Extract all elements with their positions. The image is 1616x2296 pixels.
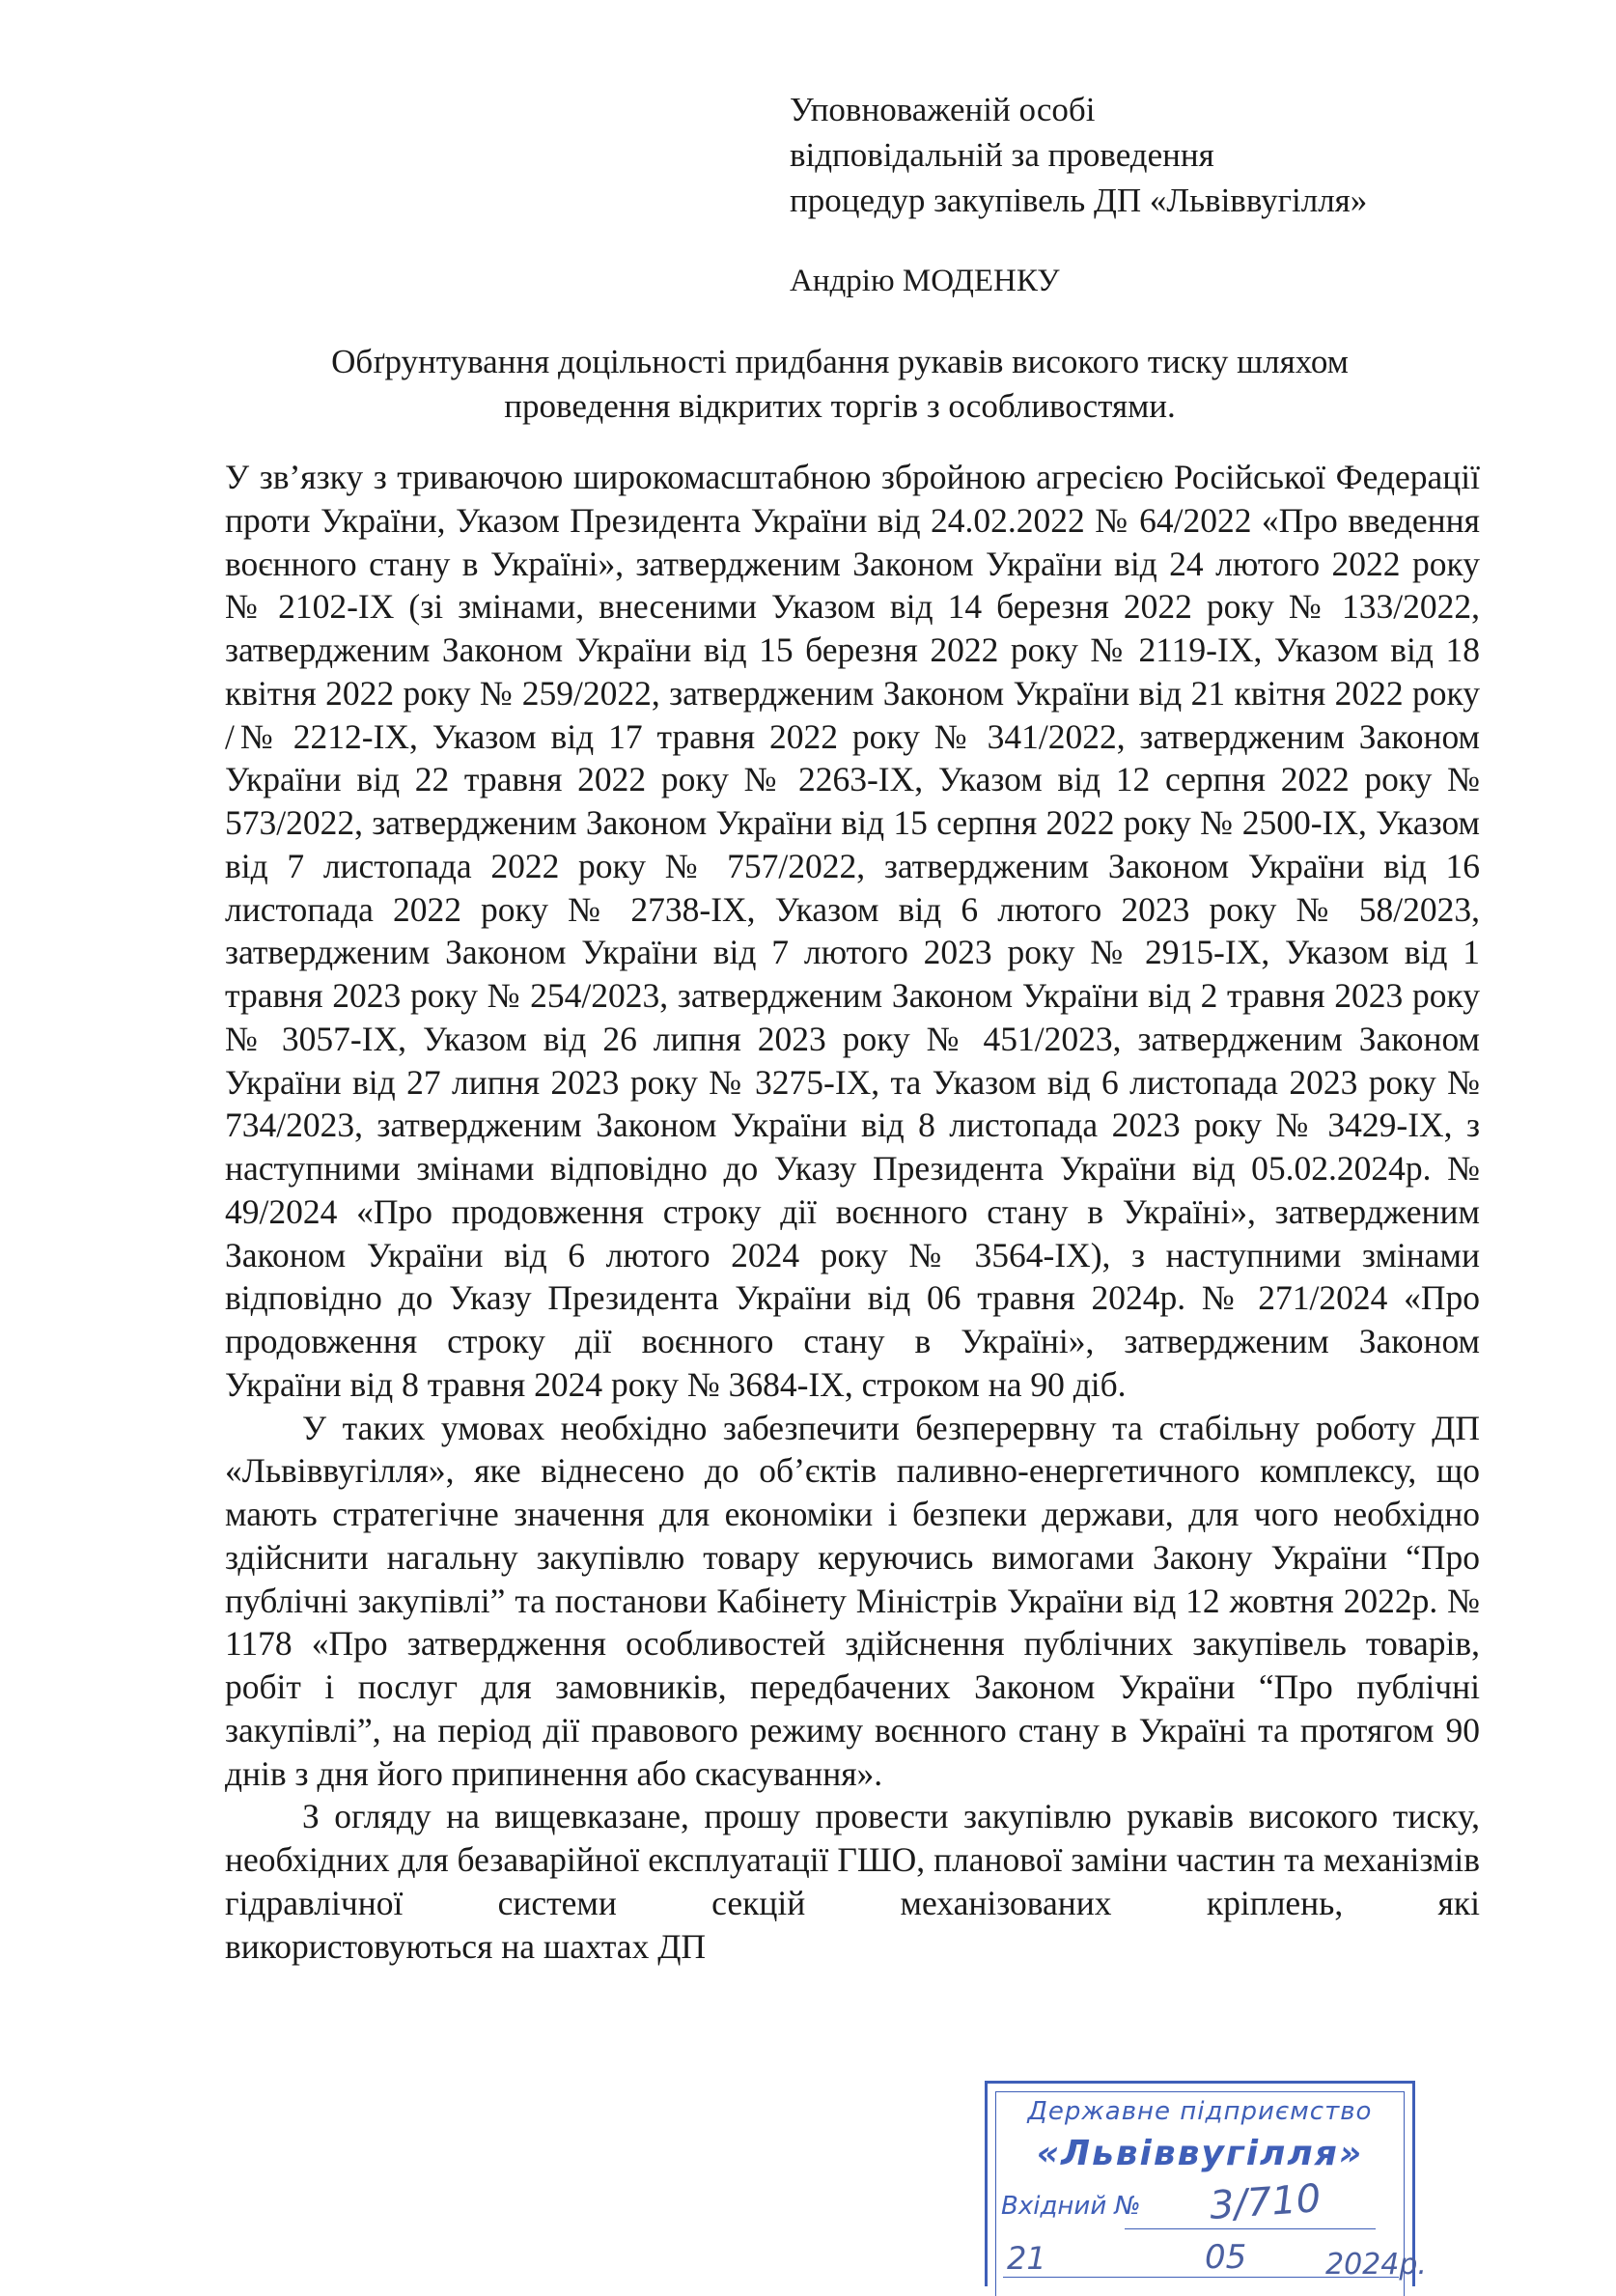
stamp-incoming-label: Вхідний № (1001, 2192, 1141, 2221)
document-body (225, 456, 1480, 1968)
addressee-line-2: відповідальній за проведення (790, 136, 1214, 174)
stamp-year-suffix: р. (1399, 2248, 1427, 2282)
stamp-date-month: 05 (1205, 2238, 1247, 2277)
paragraph-3-last-line: використовуються на шахтах ДП (225, 1926, 707, 1966)
paragraph-2 (225, 1407, 1480, 1796)
stamp-year-value: 2024 (1325, 2248, 1400, 2282)
paragraph-3 (225, 1795, 1480, 1968)
document-title (212, 340, 1467, 429)
incoming-registration-stamp (985, 2081, 1427, 2286)
stamp-company-name: «Львіввугілля» (1036, 2134, 1364, 2173)
title-line-1: Обґрунтування доцільності придбання рукавів високого тиску шляхом (331, 343, 1349, 380)
paragraph-1-text: У зв’язку з триваючою широкомасштабною збройною агресією Російської Федерації проти України, Указом Президента України від 24.02.2022 № 64/2022 «Про введення воєнного стану в Україні», затвердженим Законом України від 24 лютого 2022 року № 2102-IX (зі змінами, внесеними Указом від 14 березня 2022 року № 133/2022, затвердженим Законом України від 15 березня 2022 року № 2119-IX, Указом від 18 квітня 2022 року № 259/2022, затвердженим Законом України від 21 квітня 2022 року /№ 2212-IX, Указом від 17 травня 2022 року № 341/2022, затвердженим Законом України від 22 травня 2022 року № 2263-IX, Указом від 12 серпня 2022 року № 573/2022, затвердженим Законом України від 15 серпня 2022 року № 2500-IX, Указом від 7 листопада 2022 року № 757/2022, затвердженим Законом України від 16 листопада 2022 року № 2738-IX, Указом від 6 лютого 2023 року № 58/2023, затвердженим Законом України від 7 лютого 2023 року № 2915-IX, Указом від 1 травня 2023 року № 254/2023, затвердженим Законом України від 2 травня 2023 року № 3057-IX, Указом від 26 липня 2023 року № 451/2023, затвердженим Законом України від 27 липня 2023 року № 3275-IX, та Указом від 6 листопада 2023 року № 734/2023, затвердженим Законом України від 8 листопада 2023 року № 3429-IX, з наступними змінами відповідно до Указу Президента України від 05.02.2024р. № 49/2024 «Про продовження строку дії воєнного стану в Україні», затвердженим Законом України від 6 лютого 2024 року № 3564-IX), з наступними змінами відповідно до Указу Президента України від 06 травня 2024р. № 271/2024 «Про продовження строку дії воєнного стану в Україні», затвердженим Законом (225, 458, 1480, 1360)
stamp-organization: Державне підприємство (1027, 2097, 1373, 2126)
stamp-number-underline (1125, 2228, 1376, 2229)
addressee-line-1: Уповноваженій особі (790, 91, 1096, 128)
paragraph-1-last-line: України від 8 травня 2024 року № 3684-IX, строком на 90 діб. (225, 1364, 1127, 1404)
stamp-date-underline (1003, 2277, 1399, 2278)
addressee-line-3: процедур закупівель ДП «Львіввугілля» (790, 182, 1368, 219)
paragraph-1 (225, 456, 1480, 1407)
addressee-name: Андрію МОДЕНКУ (790, 264, 1060, 298)
paragraph-3-text: З огляду на вищевказане, прошу провести закупівлю рукавів високого тиску, необхідних для безаварійної експлуатації ГШО, планової заміни частин та механізмів гідравлічної системи секцій механізованих кріплень, які (225, 1797, 1480, 1922)
stamp-incoming-number: 3/710 (1208, 2176, 1323, 2228)
paragraph-2-text: У таких умовах необхідно забезпечити безперервну та стабільну роботу ДП «Львіввугілля», яке віднесено до об’єктів паливно-енергетичного комплексу, що мають стратегічне значення для економіки і безпеки держави, для чого необхідно здійснити нагальну закупівлю товару керуючись вимогами Закону України “Про публічні закупівлі” та постанови Кабінету Міністрів України від 12 жовтня 2022р. № 1178 «Про затвердження особливостей здійснення публічних закупівель товарів, робіт і послуг для замовників, передбачених Законом України “Про публічні закупівлі”, на період дії правового режиму воєнного стану в Україні та протягом 90 днів з дня його (225, 1408, 1480, 1793)
paragraph-2-last-line: припинення або скасування». (451, 1753, 883, 1793)
title-line-2: проведення відкритих торгів з особливостями. (504, 387, 1176, 425)
stamp-date-day: 21 (1007, 2240, 1046, 2277)
addressee-block (790, 87, 1562, 223)
